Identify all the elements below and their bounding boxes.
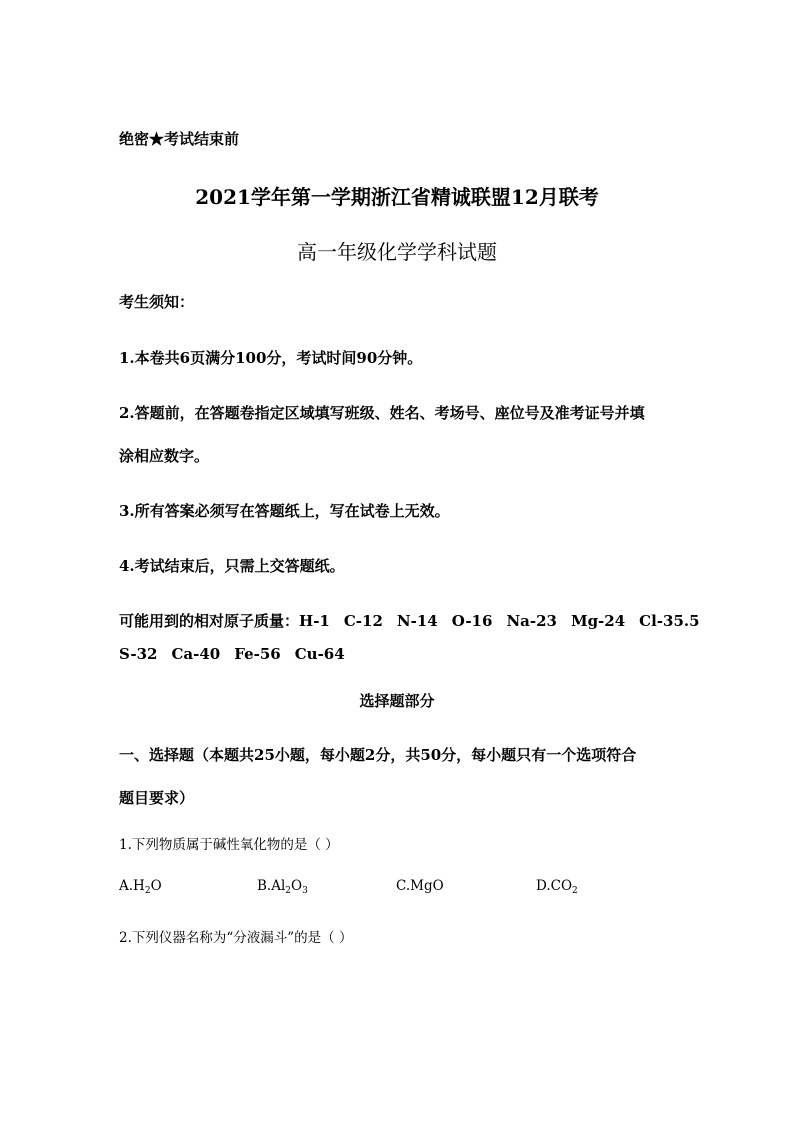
option-text: B.Al: [257, 878, 286, 894]
notice-heading: 考生须知：: [119, 293, 195, 311]
option-text: A.H: [119, 878, 145, 894]
subscript: 3: [302, 886, 308, 896]
notice-item-1: 1.本卷共6页满分100分，考试时间90分钟。: [119, 349, 423, 367]
part-instructions: 一、选择题（本题共25小题，每小题2分，共50分，每小题只有一个选项符合: [119, 746, 637, 764]
subscript: 2: [144, 886, 151, 896]
atomic-mass: Fe-56: [234, 645, 281, 663]
secret-mark: 绝密★考试结束前: [119, 130, 240, 148]
subscript: 2: [572, 886, 578, 896]
atomic-mass: O-16: [451, 612, 493, 630]
exam-subtitle: 高一年级化学学科试题: [297, 240, 497, 264]
question-1-option-b: [257, 878, 308, 894]
option-text: O: [150, 878, 162, 894]
notice-item-4: 4.考试结束后，只需上交答题纸。: [119, 557, 345, 575]
atomic-mass: Ca-40: [171, 645, 221, 663]
subscript: 2: [285, 886, 292, 896]
exam-title: 2021学年第一学期浙江省精诚联盟12月联考: [195, 185, 599, 209]
question-1-stem: 1.下列物质属于碱性氧化物的是（ ）: [119, 837, 339, 853]
atomic-mass-line-2: [119, 645, 359, 663]
option-text: D.CO: [536, 878, 573, 894]
atomic-mass: S-32: [119, 645, 158, 663]
atomic-mass: Cl-35.5: [639, 612, 700, 630]
atomic-mass: Na-23: [506, 612, 557, 630]
notice-item-2-cont: 涂相应数字。: [119, 447, 210, 465]
option-text: O: [291, 878, 303, 894]
atomic-mass: H-1: [299, 612, 330, 630]
atomic-mass: Cu-64: [294, 645, 345, 663]
question-1-option-d: [536, 878, 578, 894]
notice-item-3: 3.所有答案必须写在答题纸上，写在试卷上无效。: [119, 502, 450, 520]
question-1-option-a: [119, 878, 162, 894]
question-2-stem: 2.下列仪器名称为“分液漏斗”的是（ ）: [119, 930, 353, 946]
notice-item-2: 2.答题前，在答题卷指定区域填写班级、姓名、考场号、座位号及准考证号并填: [119, 404, 645, 422]
atomic-mass: C-12: [343, 612, 383, 630]
question-1-option-c: C.MgO: [396, 878, 444, 894]
atomic-mass-line-1: [119, 610, 700, 631]
atomic-mass-label: 可能用到的相对原子质量：: [119, 612, 300, 630]
section-title: 选择题部分: [359, 692, 435, 710]
atomic-mass: Mg-24: [570, 612, 626, 630]
atomic-mass: N-14: [396, 612, 438, 630]
part-instructions-cont: 题目要求）: [119, 789, 195, 807]
